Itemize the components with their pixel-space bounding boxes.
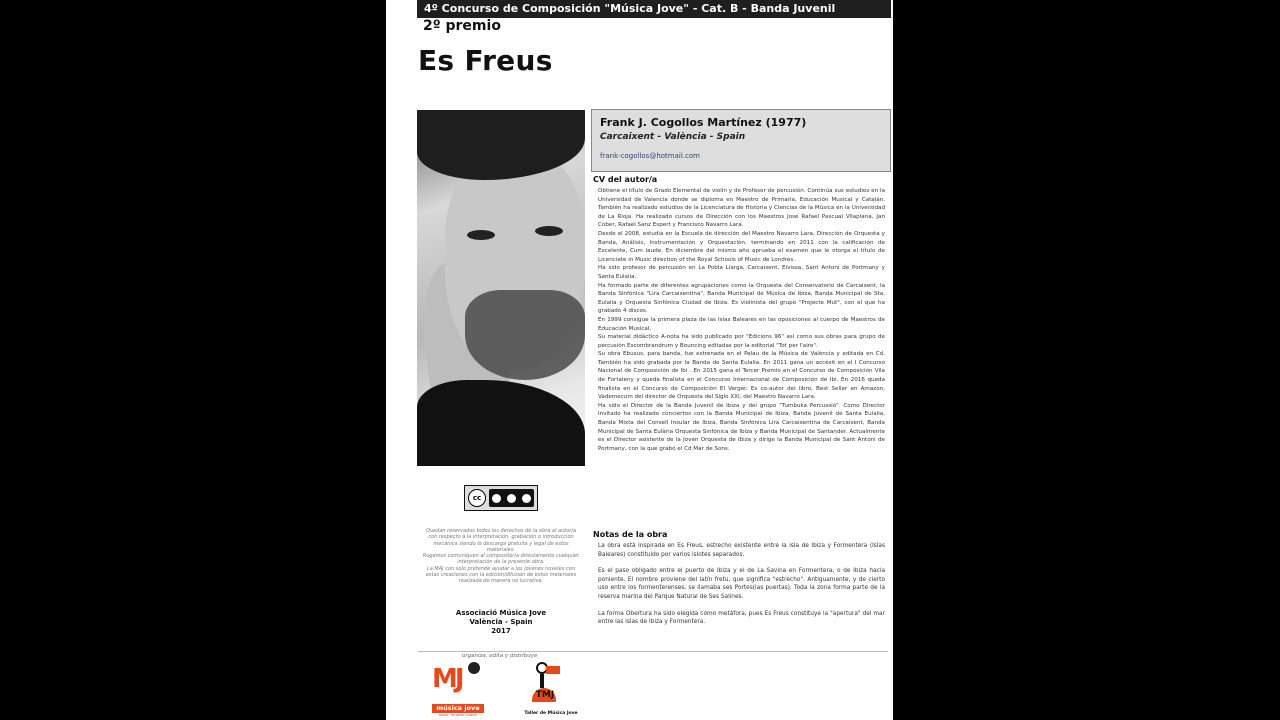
cv-paragraph: Ha sido profesor de percusión en La Pobla Llarga, Carcaixent, Eivissa, Sant Antoni de Portmany y Santa Eulalia. — [598, 265, 885, 280]
photo-shirt — [417, 380, 585, 466]
notes-text — [598, 542, 885, 635]
notes-heading: Notas de la obra — [593, 530, 668, 539]
taller-musica-jove-logo — [526, 662, 576, 718]
cv-paragraph: Su obra Ebusus, para banda, fue estrenada en el Palau de la Música de València y editada en Cd. También ha sido grabada por la Banda de Santa Eulalia. En 2011 gana un accésit en el I Concurso Nacional de Composición de Ibi . En 2015 gana el Tercer Premio en el Concurso de Composición Vila de Fortaleny y queda finalista en el Concurso Internacional de Composición de Ibi. En 2016 queda finalista en el Concurso de Composición El Verger. Es co-autor del libro, Best Seller en Amazon, Vademecum del director de Orquesta del Siglo XXI, del Maestro Navarro Lara. — [598, 351, 885, 401]
tmj-letters: TMJ — [535, 690, 555, 700]
cv-paragraph: En 1999 consigue la primera plaza de las Islas Baleares en las oposiciones al cuerpo de Maestros de Educación Musical. — [598, 316, 885, 332]
rights-line: Quedan reservados todos los derechos de la obra al autor/a — [425, 528, 577, 534]
prize-label: 2º premio — [423, 18, 501, 34]
cc-terms-block — [489, 489, 534, 507]
document-page — [386, 0, 893, 720]
notes-paragraph: La forma Obertura ha sido elegida como metáfora, pues Es Freus constituye la "apertura" del mar entre las islas de Ibiza y Formentera. — [598, 610, 885, 626]
photo-beard — [465, 290, 585, 380]
rights-line: materiales. — [486, 546, 516, 553]
notes-paragraph: La obra está inspirada en Es Freus, estrecho existente entre la isla de Ibiza y Formentera (Islas Baleares) constituido por varios islotes separados. — [598, 543, 885, 558]
rights-line: mecánica siendo la descarga gratuita y legal de estos — [433, 540, 569, 547]
cv-paragraph: Obtiene el título de Grado Elemental de violín y de Profesor de percusión. Continúa sus estudios en la Universidad de Valencia donde se diploma en Maestro de Primaria, Educación Musical y Catalán. También ha realizado estudios de la Licenciatura de Historia y Ciencias de la Música en la Universidad de La Rioja. Ha realizado cursos de Dirección con los Maestros Jose Rafael Pascual Vilaplana, Jan Cober, Rafael Sanz Espert y Francisco Navarro Lara. — [598, 188, 885, 229]
mj-label: música jove — [432, 704, 484, 713]
tmj-label: Taller de Música Jove — [524, 711, 578, 716]
contest-header-bar: 4º Concurso de Composición "Música Jove" - Cat. B - Banda Juvenil — [417, 0, 891, 18]
rights-line: realizada de manera no lucrativa. — [458, 578, 544, 585]
rights-line: interpretación de la presente obra. — [457, 559, 545, 566]
rights-line: Rogamos comuniquen al compositor/a directamente cualquier — [422, 553, 580, 560]
association-place: València - Spain — [469, 618, 533, 626]
photo-eye-right — [535, 226, 563, 236]
cc-logo-icon: cc — [468, 489, 486, 507]
author-info-box — [591, 109, 891, 172]
rights-notice — [422, 528, 580, 585]
notes-paragraph: Es el paso obligado entre el puerto de Ibiza y el de La Savina en Formentera, o de Ibiza hacia poniente. El nombre proviene del latín fretu, que significa "estrecho". Antiguamente, y de cierto uso entre los formenterenses, se llamaba ses Portes(las puertas). Toda la zona forma parte de la reserva marina del Parque Natural de Ses Salines. — [598, 568, 885, 600]
mj-sublabel: assoc. musical juvenil — [438, 713, 478, 717]
association-block — [422, 609, 580, 636]
cv-heading: CV del autor/a — [593, 175, 658, 184]
rights-line: La MAJ con solo pretende ayudar a los jóvenes noveles con — [426, 565, 576, 572]
mj-dot-icon — [468, 662, 480, 674]
association-name: Associació Música Jove — [455, 609, 547, 617]
tmj-flag-icon — [546, 666, 560, 674]
association-year: 2017 — [491, 627, 511, 635]
nc-icon — [507, 494, 516, 503]
organiza-label: organiza, edita y distribuye — [462, 653, 538, 659]
cv-paragraph: Su material didáctico A-nota ha sido publicado por "Edicions 96" así como sus obras para grupo de percusión Escombrandrum y Bouncing editadas por la editorial "Tot per l'aire". — [598, 334, 885, 349]
mj-letters: MJ — [432, 664, 462, 694]
sa-icon — [522, 494, 531, 503]
author-photo — [417, 110, 585, 466]
photo-eye-left — [467, 230, 495, 240]
rights-line: con respecto a la interpretación, grabación o introducción — [428, 534, 574, 541]
work-title: Es Freus — [418, 44, 553, 77]
cc-by-nc-sa-icon — [464, 485, 538, 511]
author-name: Frank J. Cogollos Martínez (1977) — [600, 116, 807, 129]
cv-paragraph: Ha formado parte de diferentes agrupaciones como la Orquesta del Conservatorio de Carcaixent, la Banda Sinfónica "Lira Carcaixentina", Banda Municipal de Música de Ibiza, Banda Municipal de Sta. Eulalia y Orquesta Sinfónica Ciudad de Ibiza. Es violinista del grupo "Projecte Mut", con el que ha grabado 4 discos. — [598, 282, 885, 315]
footer-divider — [418, 651, 888, 652]
musica-jove-logo — [432, 662, 484, 716]
tmj-note-stem-icon — [540, 674, 544, 688]
cv-text — [598, 187, 885, 453]
by-icon — [492, 494, 501, 503]
cv-paragraph: Desde el 2008, estudia en la Escuela de dirección del Maestro Navarro Lara, Dirección de Orquesta y Banda, Análisis, Instrumentación y Orquestación, terminando en 2011 con la calificación de Excelente, Cum laude. En diciembre del mismo año aprueba el examen que le otorga el título de Licenciate in Music direction of the Royal Schools of Music de Londres. — [598, 230, 885, 263]
author-email-link[interactable]: frank-cogollos@hotmail.com — [600, 152, 700, 160]
author-place: Carcaixent - València - Spain — [600, 132, 746, 142]
rights-line: estas creaciones con la edición/difusión de estos materiales — [425, 572, 577, 579]
cv-paragraph: Ha sido el Director de la Banda Juvenil de Ibiza y del grupo "Tumbuka Percussió". Como Director Invitado ha realizado conciertos con la Banda Municipal de Ibiza, Banda Juvenil de Santa Eulalia, Banda Mixta del Consell Insular de Ibiza, Banda Sinfónica Lira Carcaixentina de Carcaixent, Banda Municipal de Santa Eulària Orquesta Sinfónica de Ibiza y Banda Municipal de Santander. Actualmente es el Director asistente de la Joven Orquesta de Ibiza y dirige la Banda Municipal de Sant Antoni de Portmany, con la que grabó el Cd Mar de Sons. — [598, 402, 885, 452]
